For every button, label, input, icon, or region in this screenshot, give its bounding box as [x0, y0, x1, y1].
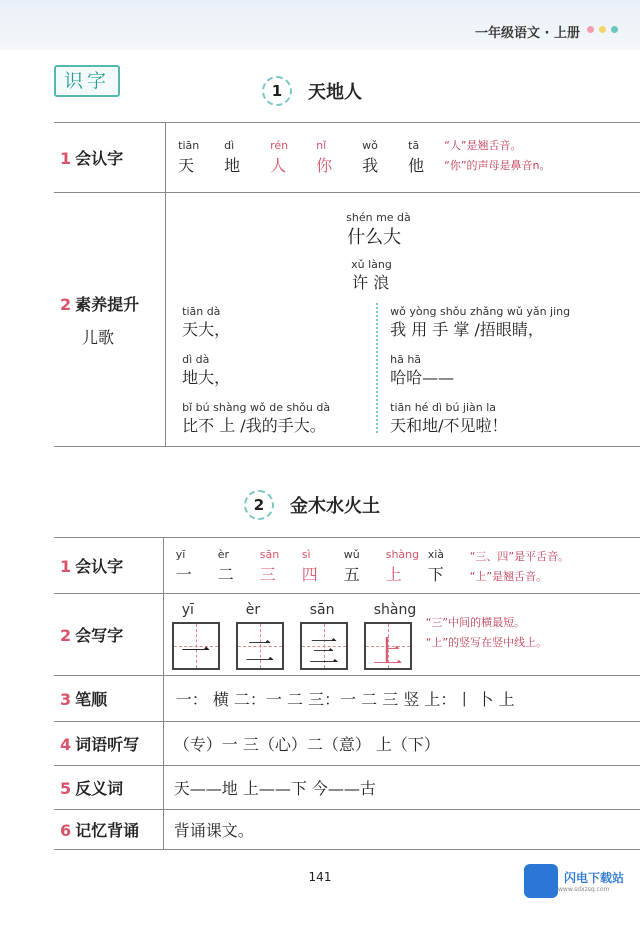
row-label: 3 笔顺: [54, 676, 163, 722]
pinyin: nǐ: [316, 139, 327, 152]
writing-grid: 一: [172, 622, 220, 670]
page-header: [0, 0, 640, 50]
antonyms: 天——地 上——下 今——古: [163, 766, 640, 810]
writing-grid: 上: [364, 622, 412, 670]
writing-grid: 三: [300, 622, 348, 670]
decor-dot: [599, 26, 606, 33]
pinyin: tā: [408, 139, 420, 152]
pinyin: dì: [224, 139, 235, 152]
recognize-chars: yī 一 èr 二 sān 三 sì 四 wǔ 五 shàng 上 xià 下 “三、四”是平舌音。 “上”是翘舌音。: [163, 538, 640, 594]
header-title: 一年级语文 · 上册: [475, 26, 580, 41]
recite: 背诵课文。: [163, 810, 640, 850]
divider: [376, 303, 382, 433]
pinyin: yī: [181, 602, 194, 618]
rhyme-poem: shén me dà 什么大 xǔ làng 许 浪 tiān dà 天大， dì dà 地大， bǐ bú shàng wǒ de shǒu dà 比不 上 /我的手大。 wǒ yòng shǒu zhǎng wǔ yǎn jing 我 用 手 掌 /捂眼睛， hā hā 哈哈—— tiān hé dì bú jiàn la 天和地/不见啦！: [166, 193, 640, 447]
pinyin: shàng: [373, 602, 417, 618]
site-logo: 闪电下载站 www.sdxzsq.com: [524, 864, 624, 898]
decor-dot: [611, 26, 618, 33]
hanzi: 地: [224, 156, 241, 175]
dictation: （专）一 三（心）二（意） 上（下）: [163, 722, 640, 766]
hanzi: 你: [316, 156, 333, 175]
row-label: 5 反义词: [54, 766, 163, 810]
row-label: 6 记忆背诵: [54, 810, 163, 850]
lesson2-table: [54, 537, 640, 850]
write-chars: yī 一 èr 二 sān 三 shàng 上 “三”中间的横最短。 “上”的竖写在竖中线上。: [163, 594, 640, 676]
hanzi: 二: [217, 565, 234, 584]
decor-dot: [587, 26, 594, 33]
pinyin: tiān: [178, 139, 200, 152]
pinyin: èr: [217, 548, 230, 561]
row-label: 2 素养提升 儿歌: [54, 193, 166, 447]
pinyin: sān: [309, 602, 335, 618]
pinyin: xià: [427, 548, 445, 561]
hanzi: 下: [427, 565, 444, 584]
pinyin: yī: [175, 548, 186, 561]
lesson1-table: [54, 122, 640, 447]
hanzi: 上: [385, 565, 402, 584]
hanzi: 天: [178, 156, 195, 175]
row-label: 4 词语听写: [54, 722, 163, 766]
hanzi: 五: [343, 565, 360, 584]
hanzi: 我: [362, 156, 379, 175]
hanzi: 三: [259, 565, 276, 584]
pinyin: sì: [301, 548, 311, 561]
pinyin: rén: [270, 139, 289, 152]
hanzi: 一: [175, 565, 192, 584]
pinyin: shàng: [385, 548, 420, 561]
section-badge: 识字: [54, 65, 120, 97]
lesson2-title: 2 金木水火土: [244, 490, 380, 520]
pinyin: sān: [259, 548, 280, 561]
row-label: 1 会认字: [54, 123, 166, 193]
recognize-chars: tiān 天 dì 地 rén 人 nǐ 你 wǒ 我 tā 他 “人”是翘舌音。 “你”的声母是鼻音n。: [166, 123, 640, 193]
hanzi: 他: [408, 156, 425, 175]
pinyin: wǒ: [362, 139, 378, 152]
cube-icon: [524, 864, 558, 898]
hanzi: 人: [270, 156, 287, 175]
writing-grid: 二: [236, 622, 284, 670]
row-label: 2 会写字: [54, 594, 163, 676]
hanzi: 四: [301, 565, 318, 584]
row-label: 1 会认字: [54, 538, 163, 594]
pinyin: wǔ: [343, 548, 360, 561]
page-number: 141: [308, 870, 332, 884]
pinyin: èr: [245, 602, 261, 618]
lesson1-title: 1 天地人: [262, 76, 362, 106]
stroke-order: 一： 横 二：一 二 三：一 二 三 竖 上：丨 卜 上: [163, 676, 640, 722]
